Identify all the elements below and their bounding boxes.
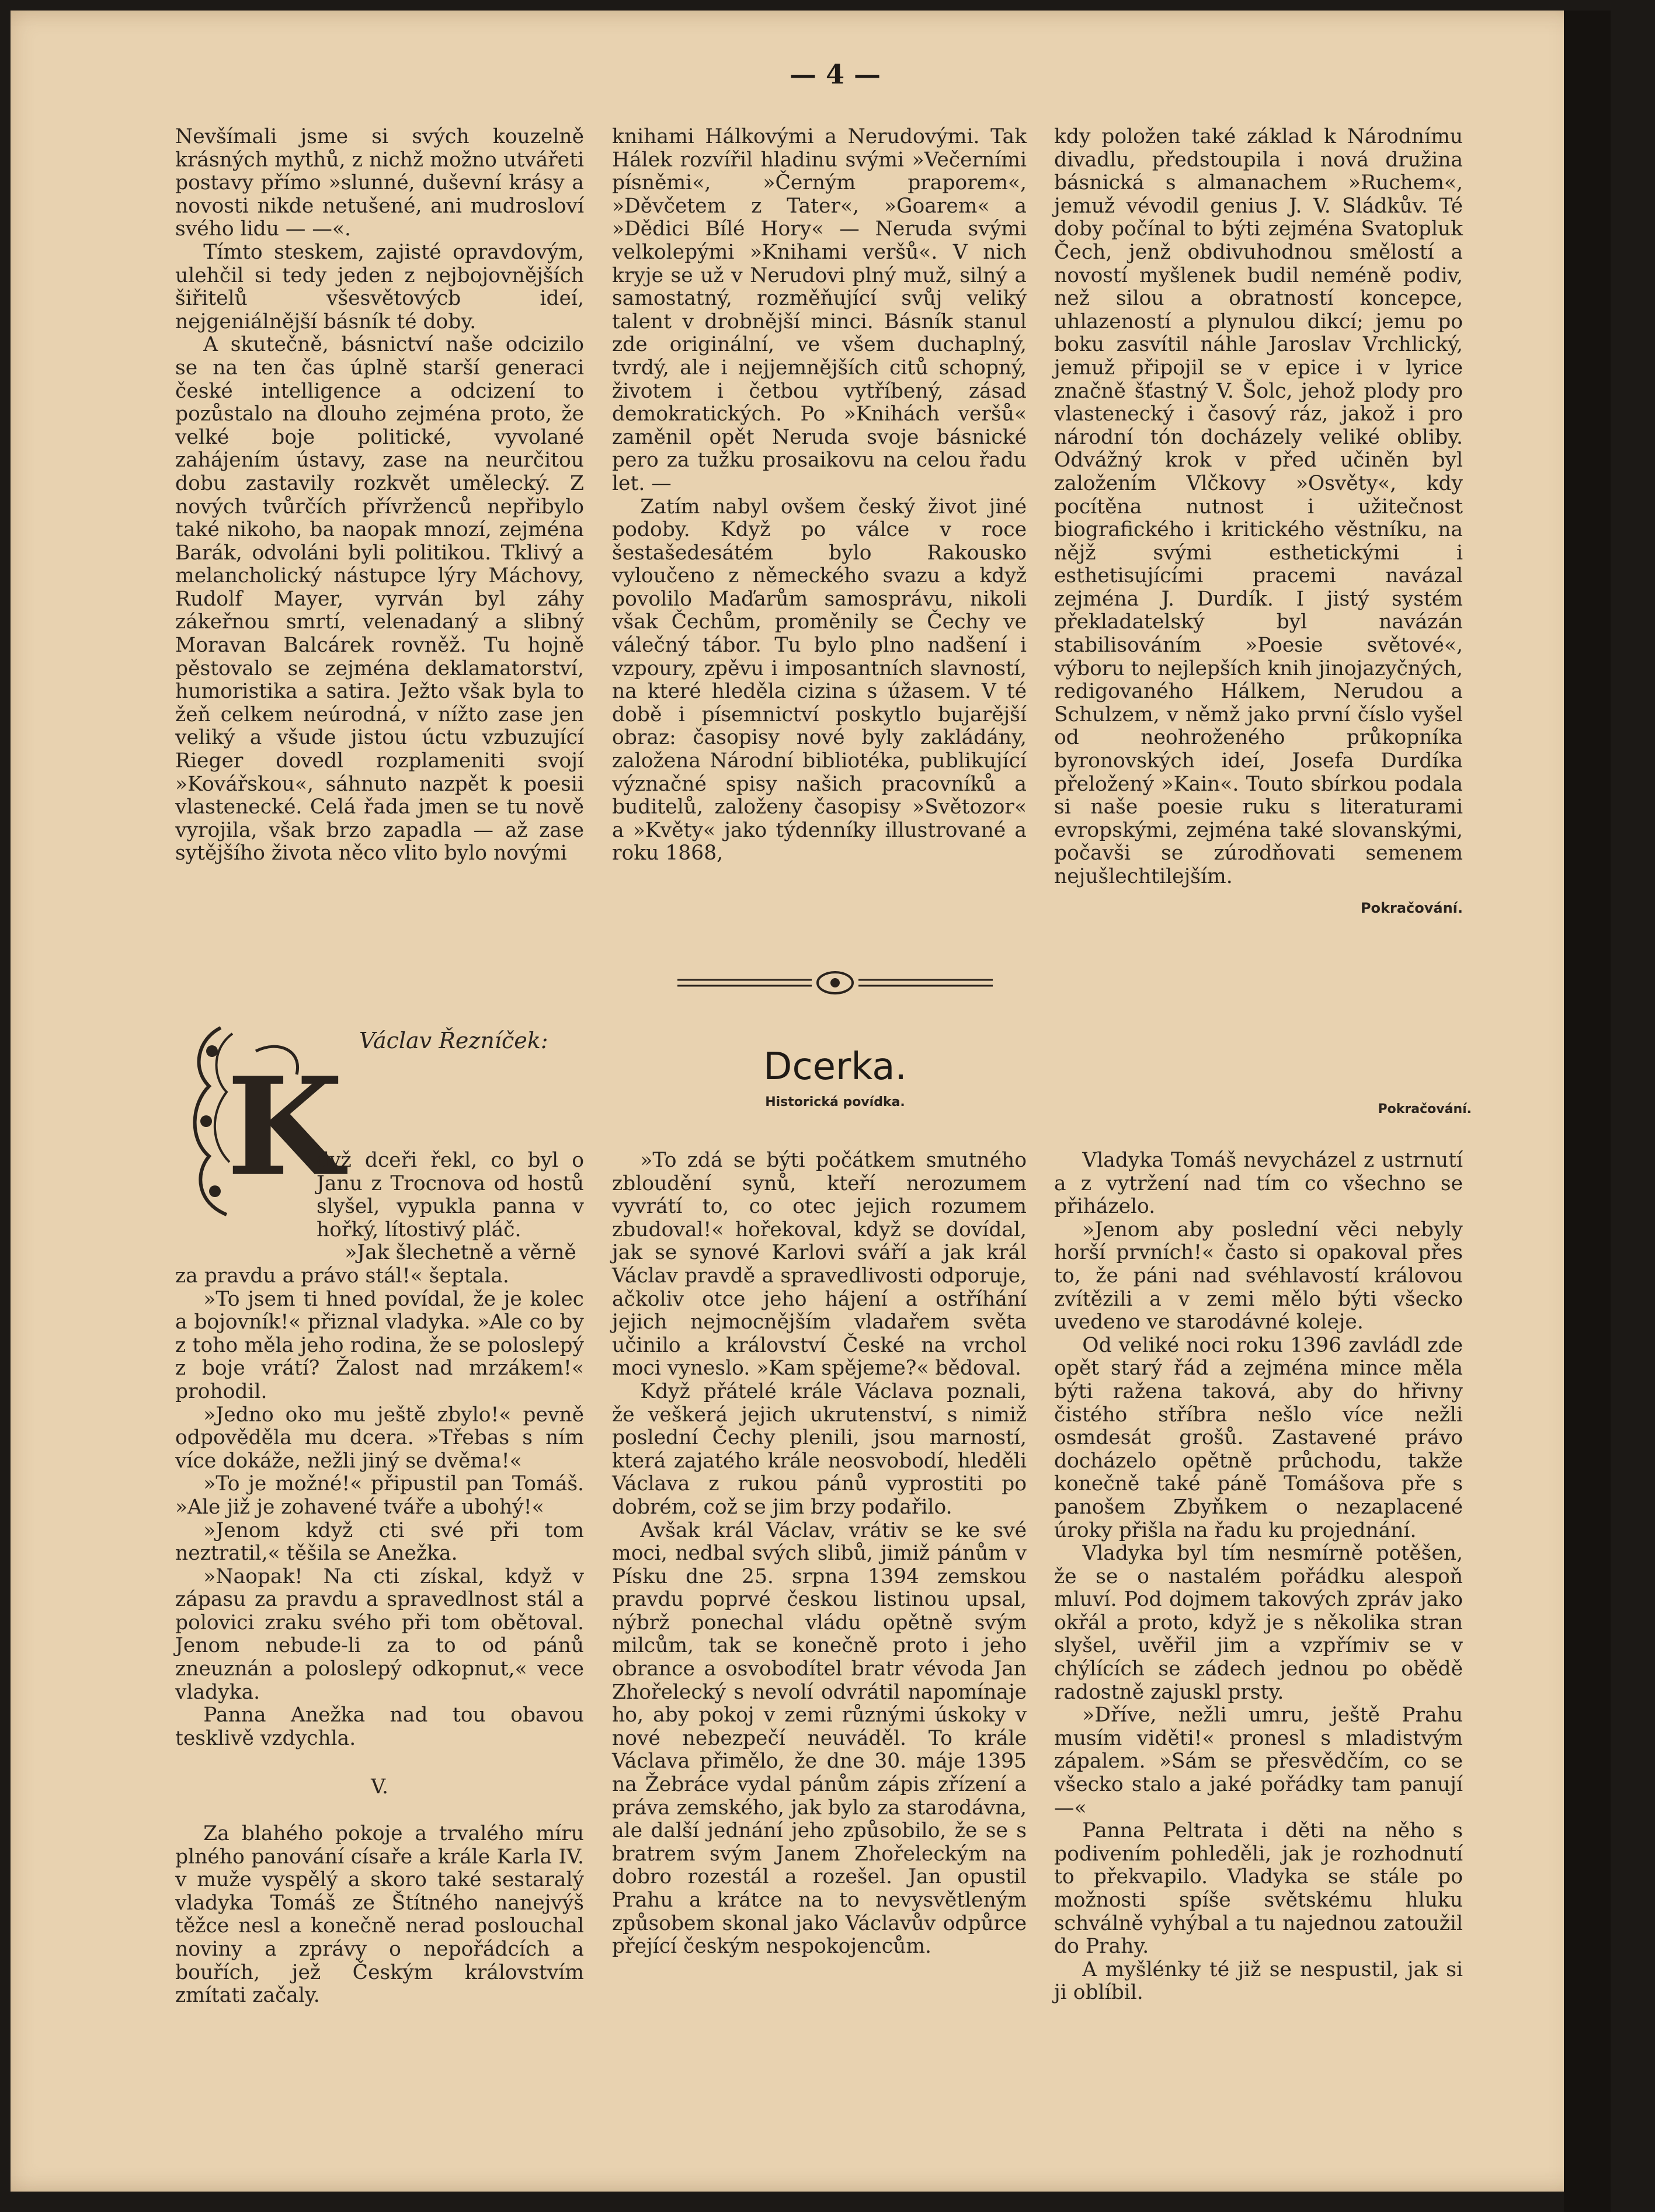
paragraph: »To jsem ti hned povídal, že je kolec a bojovník!« přiznal vladyka. »Ale co by z toho měla jeho rodina, že se poloslepý z boje vrátí? Žalost nad mrzákem!« prohodil. <box>175 1287 584 1403</box>
paragraph: »To je možné!« připustil pan Tomáš. »Ale již je zohavené tváře a ubohý!« <box>175 1472 584 1519</box>
paragraph: »Jenom když cti své při tom neztratil,« těšila se Anežka. <box>175 1518 584 1566</box>
story-title: Dcerka. <box>763 1045 907 1088</box>
story-column-1 <box>175 1149 584 2008</box>
paragraph: »Dříve, nežli umru, ještě Prahu musím viděti!« pronesl s mladistvým zápalem. »Sám se přesvědčím, co se všecko stalo a jaké pořádky tam panují —« <box>1054 1703 1463 1820</box>
story-column-3 <box>1054 1149 1463 2005</box>
continued-note: Pokračování. <box>1360 899 1463 916</box>
top-column-2 <box>612 126 1027 865</box>
paragraph: dyž dceři řekl, co byl o Janu z Trocnova od hostů slyšel, vypukla panna v hořký, lítostivý pláč. <box>317 1149 584 1241</box>
story-column-2 <box>612 1149 1027 1959</box>
paragraph: Tímto steskem, zajisté opravdovým, ulehčil si tedy jeden z nejbojovnějších šiřitelů všesvětovýcb ideí, nejgeniálnější básník té doby. <box>175 240 584 333</box>
paragraph: Avšak král Václav, vrátiv se ke své moci, nedbal svých slibů, jimiž pánům v Písku dne 25. srpna 1394 zemskou pravdu poprvé českou listinou upsal, nýbrž ponechal vládu opětně svým milcům, tak se konečně proto i jeho obrance a osvobodítel bratr vévoda Jan Zhořelecký s nevolí odvrátil napomínaje ho, aby pokoj v zemi různými úskoky v nové nebezpečí neuváděl. To krále Václava přimělo, že dne 30. máje 1395 na Žebráce vydal pánům zápis zřízení a práva zemského, jak bylo za starodávna, ale další jednání jeho způsobilo, že se s bratrem svým Janem Zhořeleckým na dobro rozestál a rozešel. Jan opustil Prahu a krátce na to nevysvětleným způsobem skonal jako Václavův odpůrce přející českým nespokojencům. <box>612 1518 1027 1959</box>
story-author: Václav Řezníček: <box>359 1028 548 1053</box>
paragraph: »Jedno oko mu ještě zbylo!« pevně odpověděla mu dcera. »Třebas s ním více dokáže, nežli jiný se dvěma!« <box>175 1403 584 1473</box>
paragraph: knihami Hálkovými a Nerudovými. Tak Hálek rozvířil hladinu svými »Večerními písněmi«, »Černým praporem«, »Děvčetem z Tater«, »Goarem« a »Dědici Bílé Hory« — Neruda svými velkolepými »Knihami veršů«. V nich kryje se už v Nerudovi plný muž, silný a samostatný, rozměňující svůj veliký talent v drobnější minci. Básník stanul zde originální, ve všem duchaplný, tvrdý, ale i nejjemnějších citů schopný, životem i četbou vytříbený, zásad demokratických. Po »Knihách veršů« zaměnil opět Neruda svoje básnické pero za tužku prosaikovu na celou řadu let. — <box>612 125 1027 495</box>
paragraph: »Jak šlechetně a věrně <box>345 1241 576 1265</box>
paragraph: Vladyka Tomáš nevycházel z ustrnutí a z vytržení nad tím co všechno se přiházelo. <box>1054 1149 1463 1219</box>
paragraph: Když přátelé krále Václava poznali, že veškerá jejich ukrutenství, s nimiž poslední Čechy plenili, jsou marností, která zajatého krále neosvobodí, hleděli Václava z rukou pánů vyprostiti po dobrém, což se jim brzy podařilo. <box>612 1379 1027 1519</box>
page-number: — 4 — <box>789 58 881 90</box>
story-subtitle: Historická povídka. <box>765 1095 905 1110</box>
top-column-1 <box>175 126 584 865</box>
page-edge-shadow <box>1564 11 1611 2212</box>
paragraph: Vladyka byl tím nesmírně potěšen, že se o nastalém pořádku alespoň mluví. Pod dojmem takových zpráv jako okřál a proto, když je s několika stran slyšel, uvěřil jim a vzpřímiv se v chýlících se zádech jednou po obědě radostně zajuskl prsty. <box>1054 1542 1463 1704</box>
divider-ornament <box>677 968 993 997</box>
initial-letter: K <box>227 1048 343 1206</box>
section-number: V. <box>371 1775 388 1799</box>
continued-note: Pokračování. <box>1378 1102 1472 1117</box>
paragraph: Od veliké noci roku 1396 zavládl zde opět starý řád a zejména mince měla býti ražena taková, aby do hřivny čistého stříbra nešlo více nežli osmdesát grošů. Zastavené právo docházelo opětně průchodu, takže konečně také páně Tomášova pře s panošem Zbyňkem o nezaplacené úroky přišla na řadu ku projednání. <box>1054 1333 1463 1542</box>
paragraph: Nevšímali jsme si svých kouzelně krásných mythů, z nichž možno utvářeti postavy přímo »slunné, duševní krásy a novosti nikde netušené, ani mudrosloví svého lidu — —«. <box>175 125 584 241</box>
paragraph: »To zdá se býti počátkem smutného zbloudění synů, kteří nerozumem vyvrátí to, co otec jejich rozumem zbudoval!« hořekoval, když se dovídal, jak se synové Karlovi sváří a jak král Václav pravdě a spravedlivosti odporuje, ačkoliv otce jeho hájení a ostříhání jejich nejmocnějším vladařem světa učinilo a království České na vrchol moci vyneslo. »Kam spějeme?« bědoval. <box>612 1149 1027 1380</box>
paragraph: za pravdu a právo stál!« šeptala. <box>175 1264 509 1288</box>
paragraph: Zatím nabyl ovšem český život jiné podoby. Když po válce v roce šestašedesátém bylo Rakousko vyloučeno z německého svazu a když povolilo Maďarům samosprávu, nikoli však Čechům, proměnily se Čechy ve válečný tábor. Tu bylo plno nadšení i vzpoury, zpěvu i imposantních slavností, na které hleděla cizina s úžasem. V té době i písemnictví poskytlo bujarější obraz: časopisy nové byly zakládány, založena Národní bibliotéka, publikující význačné spisy našich pracovníků a buditelů, založeny časopisy »Světozor« a »Květy« jako týdenníky illustrované a roku 1868, <box>612 495 1027 865</box>
paragraph: A myšlénky té již se nespustil, jak si ji oblíbil. <box>1054 1957 1463 2005</box>
paragraph: »Naopak! Na cti získal, když v zápasu za pravdu a spravedlnost stál a polovici zraku svého při tom obětoval. Jenom nebude-li za to od pánů zneuznán a poloslepý odkopnut,« vece vladyka. <box>175 1564 584 1704</box>
paragraph: kdy položen také základ k Národnímu divadlu, předstoupila i nová družina básnická s almanachem »Ruchem«, jemuž vévodil genius J. V. Sládkův. Té doby počínal to býti zejména Svatopluk Čech, jenž obdivuhodnou smělostí a novostí myšlenek budil neméně podiv, než silou a obratností koncepce, uhlazeností a plynulou dikcí; jemu po boku zasvítil náhle Jaroslav Vrchlický, jemuž připojil se v epice i v lyrice značně šťastný V. Šolc, jehož plody pro vlastenecký i časový ráz, jakož i pro národní tón docházely veliké obliby. Odvážný krok v před učiněn byl založením Vlčkovy »Osvěty«, kdy pocítěna nutnost i užitečnost biografického i kritického věstníku, na nějž svými esthetickými i esthetisujícími pracemi navázal zejména J. Durdík. I jistý systém překladatelský byl navázán stabilisováním »Poesie světové«, výboru to nejlepších knih jinojazyčných, redigovaného Hálkem, Nerudou a Schulzem, v němž jako první číslo vyšel od neohroženého průkopníka byronovských ideí, Josefa Durdíka přeložený »Kain«. Touto sbírkou podala si naše poesie ruku s literaturami evropskými, zejména také slovanskými, počavši se zúrodňovati semenem nejušlechtilejším. <box>1054 125 1463 888</box>
top-column-3 <box>1054 126 1463 920</box>
paragraph: Za blahého pokoje a trvalého míru plného panování císaře a krále Karla IV. v muže vyspělý a skoro také sestaralý vladyka Tomáš ze Štítného nanejvýš těžce nesl a konečně nerad poslouchal noviny a zprávy o nepořádcích a bouřích, jež Českým královstvím zmítati začaly. <box>175 1822 584 2008</box>
paragraph: Panna Peltrata i děti na něho s podivením pohleděli, jak je rozhodnutí to překvapilo. Vladyka se stále po možnosti spíše světskému hluku schválně vyhýbal a tu najednou zatoužil do Prahy. <box>1054 1819 1463 1959</box>
paragraph: »Jenom aby poslední věci nebyly horší prvních!« často si opakoval přes to, že páni nad svéhlavostí královou zvítězili a v zemi mělo býti všecko uvedeno ve starodávné koleje. <box>1054 1218 1463 1334</box>
paragraph: A skutečně, básnictví naše odcizilo se na ten čas úplně starší generaci české intelligence a odcizení to pozůstalo na dlouho zejména proto, že velké boje politické, vyvolané zahájením ústavy, zase na neurčitou dobu zastavily rozkvět umělecký. Z nových tvůrčích přívrženců nepřibylo také nikoho, ba naopak mnozí, zejména Barák, odvoláni byli politikou. Tklivý a melancholický nástupce lýry Máchovy, Rudolf Mayer, vyrván byl záhy zákeřnou smrtí, velenadaný a slibný Moravan Balcárek rovněž. Tu hojně pěstovalo se zejména deklamatorství, humoristika a satira. Ježto však byla to žeň celkem neúrodná, v nížto zase jen veliký a všude jistou úctu vzbuzující Rieger dovedl rozplameniti svojí »Kovářskou«, sáhnuto nazpět k poesii vlastenecké. Celá řada jmen se tu nově vyrojila, však brzo zapadla — až zase sytějšího života něco vlito bylo novými <box>175 333 584 865</box>
paragraph: Panna Anežka nad tou obavou tesklivě vzdychla. <box>175 1703 584 1750</box>
